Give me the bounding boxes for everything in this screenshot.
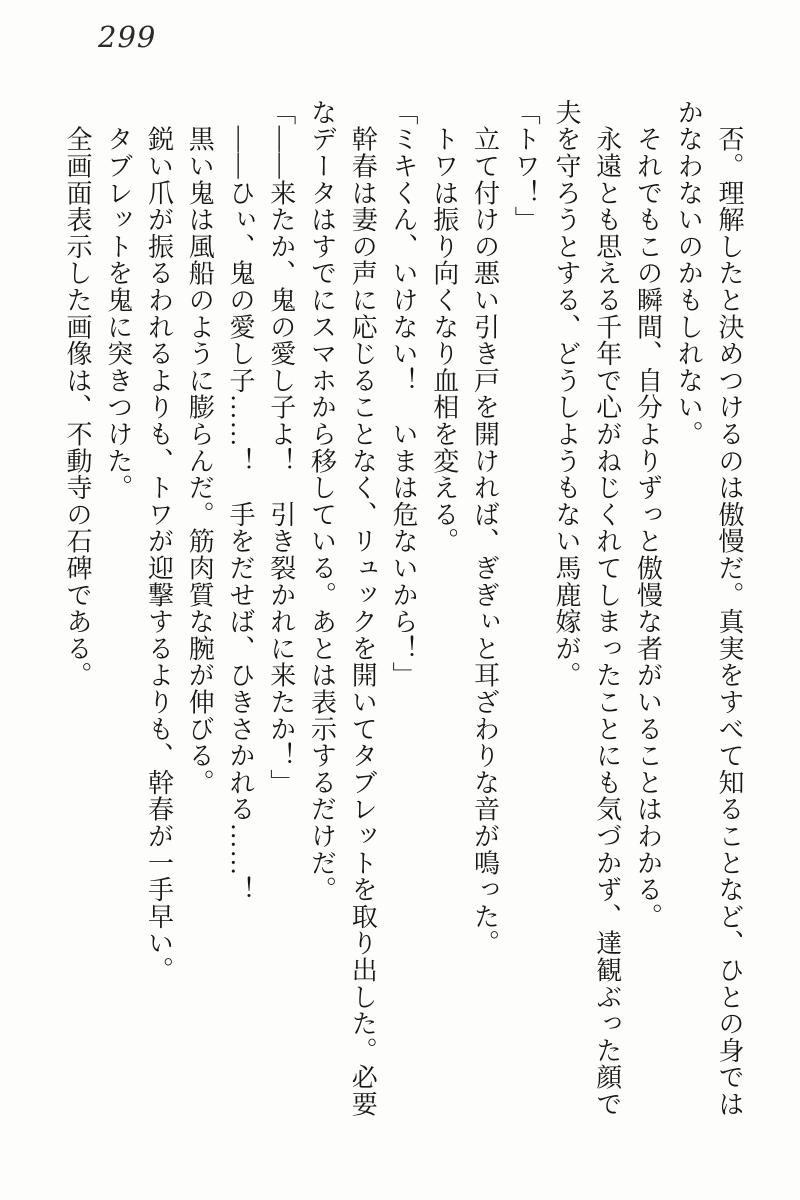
text-column: 立て付けの悪い引き戸を開ければ、ぎぎぃと耳ざわりな音が鳴った。 — [470, 99, 500, 957]
text-column: それでもこの瞬間、自分よりずっと傲慢な者がいることはわかる。 — [633, 99, 663, 930]
text-column: 「トワ！」 — [511, 99, 541, 233]
text-column: 鋭い爪が振るわれるよりも、トワが迎撃するよりも、幹春が一手早い。 — [144, 99, 174, 984]
text-column: かなわないのかもしれない。 — [674, 99, 704, 448]
vertical-text-block — [56, 99, 749, 1134]
text-column: なデータはすでにスマホから移している。あとは表示するだけだ。 — [307, 99, 337, 903]
text-column: 「――来たか、鬼の愛し子よ！ 引き裂かれに来たか！」 — [266, 99, 296, 796]
text-column: トワは振り向くなり血相を変える。 — [429, 99, 459, 555]
text-column: ――ひぃ、鬼の愛し子……！ 手をだせば、ひきさかれる……！ — [226, 99, 255, 903]
text-column: 「ミキくん、いけない！ いまは危ないから！」 — [389, 99, 418, 689]
text-column: 夫を守ろうとする、どうしようもない馬鹿嫁が。 — [552, 99, 581, 689]
text-column: 黒い鬼は風船のように膨らんだ。筋肉質な腕が伸びる。 — [185, 99, 215, 796]
text-column: 全画面表示した画像は、不動寺の石碑である。 — [63, 99, 92, 689]
text-column: 永遠とも思える千年で心がねじくれてしまったことにも気づかず、達観ぶった顔で — [592, 99, 622, 1118]
text-column: 幹春は妻の声に応じることなく、リュックを開いてタブレットを取り出した。必要 — [348, 99, 378, 1118]
text-column: 否。理解したと決めつけるのは傲慢だ。真実をすべて知ることなど、ひとの身では — [715, 99, 744, 1118]
page-number: 299 — [98, 20, 157, 54]
text-column: タブレットを鬼に突きつけた。 — [103, 99, 133, 501]
